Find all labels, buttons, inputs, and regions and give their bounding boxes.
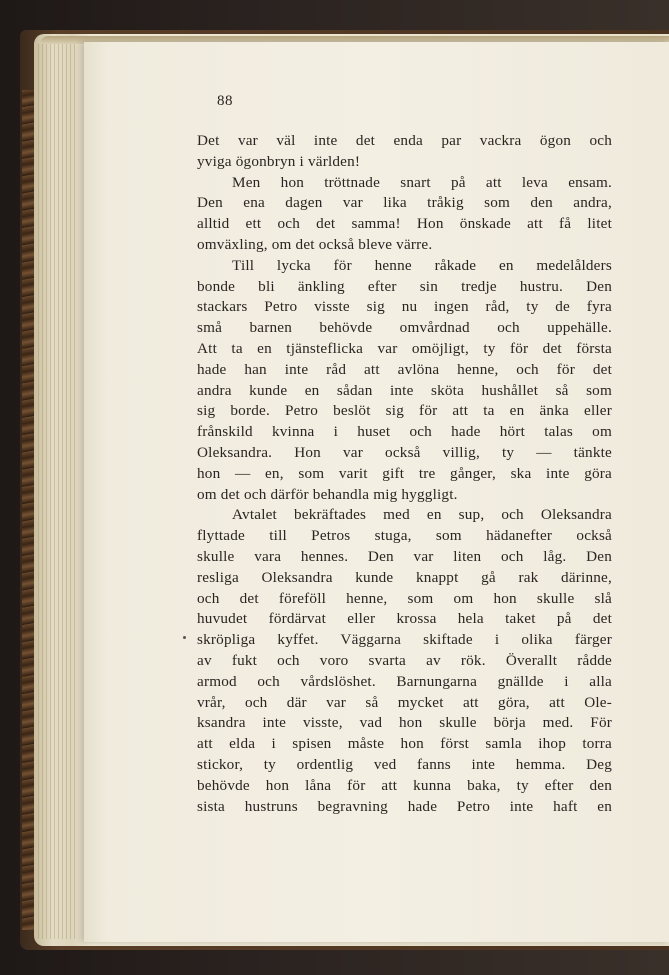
text-line: Men hon tröttnade snart på att leva ensam. bbox=[232, 173, 612, 191]
text-line: små barnen behövde omvårdnad och uppehälle. bbox=[197, 319, 612, 337]
text-line: sig borde. Petro beslöt sig för att ta en änka eller bbox=[197, 402, 612, 420]
text-line: stickor, ty ordentlig ved fanns inte hemma. Deg bbox=[197, 755, 612, 773]
text-line: andra kunde en sådan inte sköta hushållet så som bbox=[197, 381, 612, 399]
page-edges bbox=[38, 44, 78, 939]
paper-speck bbox=[183, 636, 186, 639]
text-line: skulle vara hennes. Den var liten och låg. Den bbox=[197, 547, 612, 565]
body-text bbox=[197, 131, 612, 817]
text-line: resliga Oleksandra kunde knappt gå rak därinne, bbox=[197, 568, 612, 586]
text-line: av fukt och voro svarta av rök. Överallt rådde bbox=[197, 651, 612, 669]
text-line: hade han inte råd att avlöna henne, och för det bbox=[197, 360, 612, 378]
text-line: alltid ett och det samma! Hon önskade att få litet bbox=[197, 215, 612, 233]
text-line: Att ta en tjänsteflicka var omöjligt, ty för det första bbox=[197, 339, 612, 357]
text-line: vrår, och där var så mycket att göra, att Ole- bbox=[197, 693, 612, 711]
text-line: huvudet fördärvat eller krossa hela taket på det bbox=[197, 610, 612, 628]
text-line: bonde bli änkling efter sin tredje hustru. Den bbox=[197, 277, 612, 295]
text-line: och det föreföll henne, som om hon skulle slå bbox=[197, 589, 612, 607]
text-line: att elda i spisen måste hon först samla ihop torra bbox=[197, 735, 612, 753]
text-line: frånskild kvinna i huset och hade hört talas om bbox=[197, 423, 612, 441]
text-line: hon — en, som varit gift tre gånger, ska inte göra bbox=[197, 464, 612, 482]
text-line: flyttade till Petros stuga, som hädanefter också bbox=[197, 527, 612, 545]
text-line: behövde hon låna för att kunna baka, ty efter den bbox=[197, 776, 612, 794]
page-number: 88 bbox=[217, 93, 233, 109]
text-line: Avtalet bekräftades med en sup, och Oleksandra bbox=[232, 506, 612, 524]
text-line: Den ena dagen var lika tråkig som den andra, bbox=[197, 194, 612, 212]
text-line: Det var väl inte det enda par vackra ögon och bbox=[197, 132, 612, 149]
text-line: skröpliga kyffet. Väggarna skiftade i olika färger bbox=[197, 631, 612, 649]
text-line: omväxling, om det också bleve värre. bbox=[197, 235, 433, 253]
text-line: armod och vårdslöshet. Barnungarna gnällde i alla bbox=[197, 672, 612, 690]
text-line: Oleksandra. Hon var också villig, ty — tänkte bbox=[197, 443, 612, 461]
text-line: yviga ögonbryn i världen! bbox=[197, 152, 361, 170]
text-line: Till lycka för henne råkade en medelålders bbox=[232, 256, 612, 274]
text-line: stackars Petro visste sig nu ingen råd, ty de fyra bbox=[197, 298, 612, 316]
text-line: om det och därför behandla mig hyggligt. bbox=[197, 485, 458, 503]
text-line: ksandra inte visste, vad hon skulle börja med. För bbox=[197, 714, 612, 732]
text-line: sista hustruns begravning hade Petro inte haft en bbox=[197, 797, 612, 815]
